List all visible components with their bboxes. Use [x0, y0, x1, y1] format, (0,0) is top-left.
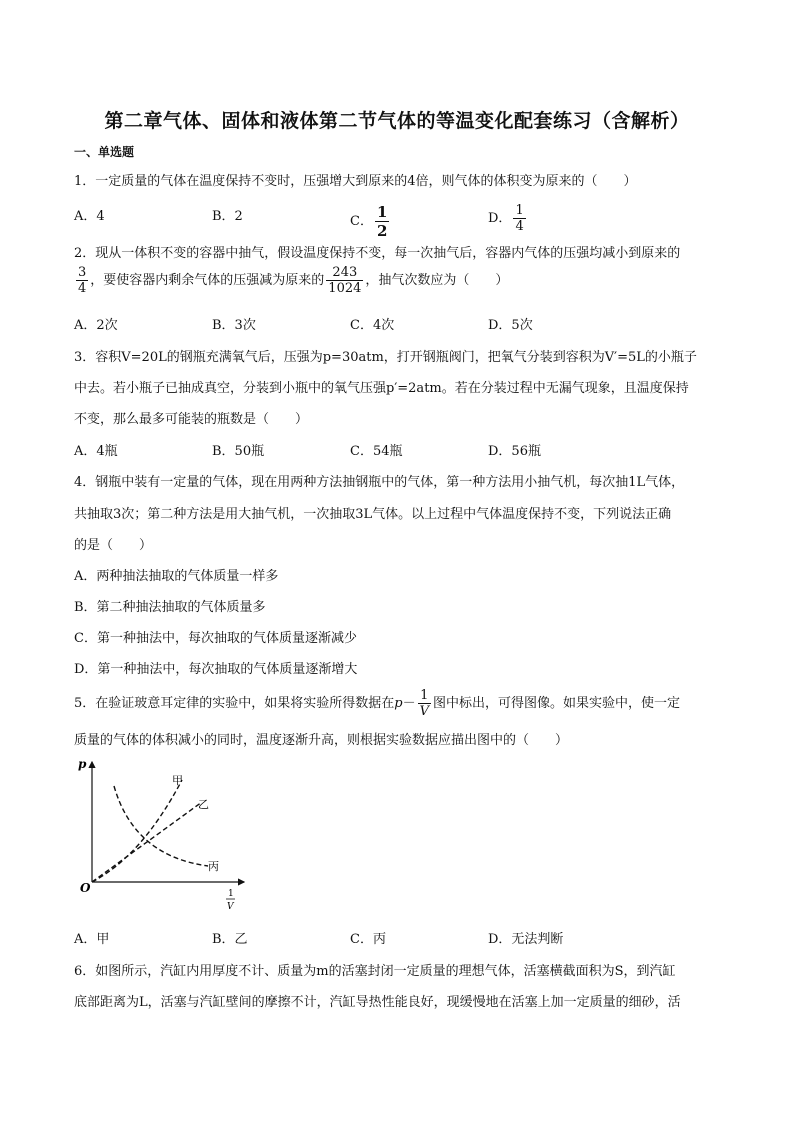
q5-p-symbol: p — [394, 696, 403, 711]
q3-option-b: B．50瓶 — [212, 444, 265, 459]
question-4-line-2: 共抽取3次；第二种方法是用大抽气机，一次抽取3L气体。以上过程中气体温度保持不变，下列说法正确 — [74, 507, 672, 522]
question-5-line-2: 质量的气体的体积减小的同时，温度逐渐升高，则根据实验数据应描出图中的（ ） — [74, 733, 569, 748]
q5-dash: － — [402, 696, 416, 711]
fraction-numerator: 1 — [515, 203, 524, 218]
question-2-line-1: 2．现从一体积不变的容器中抽气，假设温度保持不变，每一次抽气后，容器内气体的压强均减小到原来的 — [74, 246, 681, 261]
q5-option-a: A．甲 — [74, 932, 110, 947]
q2-line-2-text: ，要使容器内剩余气体的压强减为原来的 — [90, 273, 325, 288]
fraction-numerator: 3 — [78, 265, 87, 280]
fraction-denominator — [418, 704, 431, 719]
q2-option-a: A．2次 — [74, 318, 118, 333]
q4-option-b: B．第二种抽法抽取的气体质量多 — [74, 600, 266, 615]
q1-option-d — [488, 203, 528, 234]
q4-option-a: A．两种抽法抽取的气体质量一样多 — [74, 569, 279, 584]
q5-fraction-one-over-v — [418, 688, 431, 719]
q1-option-b: B．2 — [212, 209, 243, 224]
question-3-line-3: 不变，那么最多可能装的瓶数是（ ） — [74, 412, 309, 427]
q3-option-d: D．56瓶 — [488, 444, 541, 459]
q1-option-d-fraction — [513, 203, 525, 234]
curve-bing — [114, 786, 208, 866]
section-heading: 一、单选题 — [74, 145, 135, 159]
question-1-options — [74, 203, 724, 240]
p-inverse-v-graph — [72, 756, 252, 916]
question-2-line-2 — [74, 265, 508, 296]
fraction-denominator-v: V — [419, 704, 430, 719]
q1-option-c-prefix: C． — [350, 214, 373, 229]
question-4-line-3: 的是（ ） — [74, 538, 153, 553]
q2-fraction-three-quarters — [76, 265, 88, 296]
fraction-numerator: 243 — [326, 265, 363, 281]
question-3-options — [74, 440, 724, 470]
line-yi — [92, 802, 202, 882]
question-5-line-1 — [74, 688, 680, 719]
q2-fraction-243-1024 — [326, 265, 363, 296]
fraction-denominator: 2 — [376, 222, 388, 240]
q5-option-b: B．乙 — [212, 932, 248, 947]
question-1-text: 1．一定质量的气体在温度保持不变时，压强增大到原来的4倍，则气体的体积变为原来的（ ） — [74, 174, 637, 189]
label-bing: 丙 — [208, 860, 219, 873]
q1-option-c — [350, 203, 391, 240]
fraction-numerator: 1 — [418, 688, 431, 704]
y-axis-label: p — [78, 757, 87, 771]
origin-label: O — [80, 881, 91, 895]
q4-option-d: D．第一种抽法中，每次抽取的气体质量逐渐增大 — [74, 662, 358, 677]
question-2-options — [74, 314, 724, 344]
q1-option-d-prefix: D． — [488, 211, 512, 226]
q3-option-c: C．54瓶 — [350, 444, 403, 459]
fraction-denominator: 1024 — [328, 281, 362, 296]
q5-line-1-text: 5．在验证玻意耳定律的实验中，如果将实验所得数据在 — [74, 696, 395, 711]
label-yi: 乙 — [198, 798, 209, 811]
q1-option-a: A．4 — [74, 209, 105, 224]
question-6-line-1: 6．如图所示，汽缸内用厚度不计、质量为m的活塞封闭一定质量的理想气体，活塞横截面积为S，到汽缸 — [74, 964, 676, 979]
q3-option-a: A．4瓶 — [74, 444, 118, 459]
x-axis-label-numerator: 1 — [228, 889, 234, 899]
page-title: 第二章气体、固体和液体第二节气体的等温变化配套练习（含解析） — [104, 110, 690, 132]
q2-line-2-end: ，抽气次数应为（ ） — [365, 273, 509, 288]
q5-option-c: C．丙 — [350, 932, 386, 947]
question-6-line-2: 底部距离为L，活塞与汽缸壁间的摩擦不计，汽缸导热性能良好，现缓慢地在活塞上加一定质量的细砂，活 — [74, 995, 681, 1010]
q5-option-d: D．无法判断 — [488, 932, 564, 947]
question-5-options — [74, 928, 724, 958]
q2-option-d: D．5次 — [488, 318, 533, 333]
fraction-denominator: 4 — [515, 219, 524, 234]
question-3-line-1: 3．容积V=20L的钢瓶充满氧气后，压强为p=30atm，打开钢瓶阀门，把氧气分装到容积为V′=5L的小瓶子 — [74, 350, 697, 365]
q2-option-b: B．3次 — [212, 318, 256, 333]
label-jia: 甲 — [172, 774, 183, 787]
q4-option-c: C．第一种抽法中，每次抽取的气体质量逐渐减少 — [74, 631, 357, 646]
question-3-line-2: 中去。若小瓶子已抽成真空，分装到小瓶中的氧气压强p′=2atm。若在分装过程中无漏气现象，且温度保持 — [74, 381, 689, 396]
x-axis-label-denominator: V — [227, 902, 234, 912]
fraction-denominator: 4 — [78, 281, 87, 296]
q2-option-c: C．4次 — [350, 318, 395, 333]
q5-line-1-end: 图中标出，可得图像。如果实验中，使一定 — [433, 696, 681, 711]
question-4-line-1: 4．钢瓶中装有一定量的气体，现在用两种方法抽钢瓶中的气体，第一种方法用小抽气机，每次抽1L气体， — [74, 475, 685, 490]
q1-option-c-fraction — [375, 203, 389, 240]
fraction-numerator: 1 — [376, 203, 388, 221]
